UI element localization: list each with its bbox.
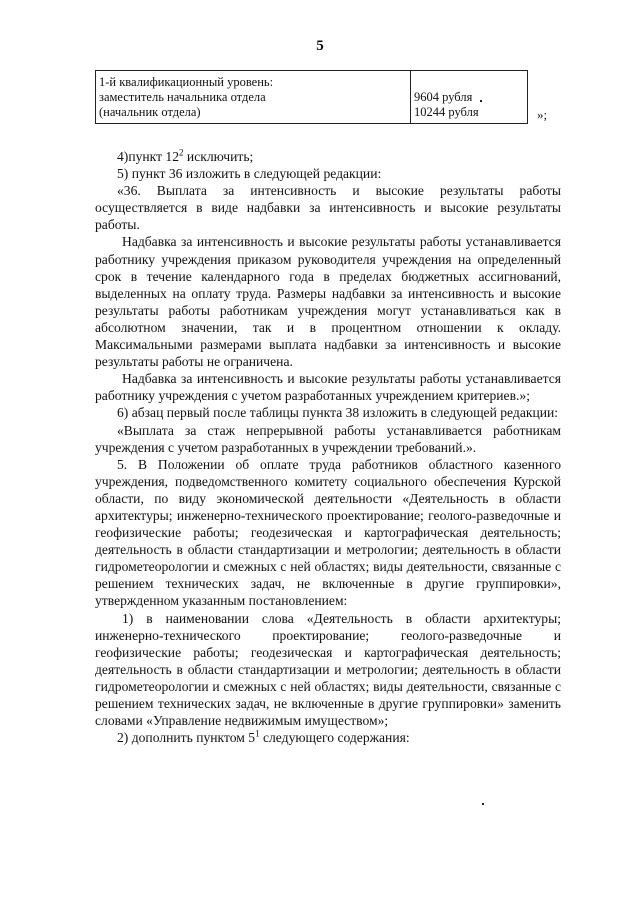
paragraph-sub-2 <box>95 729 561 746</box>
sub-2-superscript: 1 <box>255 728 260 739</box>
paragraph-clause-36: «36. Выплата за интенсивность и высокие результаты работы осуществляется в виде надбавки за интенсивность и высокие результаты работы. <box>95 183 561 233</box>
amount-line: 9604 рубля <box>414 90 473 104</box>
sub-2-text-end: следующего содержания: <box>259 730 410 746</box>
paragraph-bonus-1: Надбавка за интенсивность и высокие результаты работы устанавливается работнику учреждения приказом руководителя учреждения на определенный срок в течение календарного года в пределах бюджетных ассигнований, выделенных на оплату труда. Размеры надбавки за интенсивность и высокие результаты работы работникам учреждения могут устанавливаться как в абсолютном значении, так и в процентном отношении к окладу. Максимальными размерами выплата надбавки за интенсивность и высокие результаты работы не ограничена. <box>95 234 561 370</box>
table-row <box>96 71 528 124</box>
amount-cell <box>411 71 528 124</box>
paragraph-section-5: 5. В Положении об оплате труда работников областного казенного учреждения, подведомственного комитету социального обеспечения Курской области, по виду экономической деятельности «Деятельность в области архитектуры; инженерно-технического проектирование; геолого-разведочные и геофизические работы; геодезическая и картографическая деятельность; деятельность в области стандартизации и метрологии; деятельность в области гидрометеорологии и смежных с ней областях; виды деятельности, связанные с решением технических задач, не включенные в другие группировки», утвержденном указанным постановлением: <box>95 456 561 609</box>
point-4-text: 4)пункт 12 <box>117 149 180 164</box>
body-text <box>95 148 561 746</box>
paragraph-point-5: 5) пункт 36 изложить в следующей редакции: <box>117 166 382 182</box>
point-4-text-end: исключить; <box>183 149 254 164</box>
position-line: 1-й квалификационный уровень: <box>99 75 274 89</box>
page-number: 5 <box>316 38 324 54</box>
point-4-superscript: 2 <box>179 147 184 158</box>
paragraph-point-6: 6) абзац первый после таблицы пункта 38 изложить в следующей редакции: <box>117 405 559 421</box>
position-cell <box>96 71 411 124</box>
amount-line: 10244 рубля <box>414 105 479 119</box>
position-line: (начальник отдела) <box>99 105 201 119</box>
scan-speck <box>482 803 484 805</box>
scan-speck <box>480 100 482 102</box>
paragraph-bonus-2: Надбавка за интенсивность и высокие результаты работы устанавливается работнику учреждения с учетом разработанных учреждением критериев.»; <box>95 371 561 404</box>
position-line: заместитель начальника отдела <box>99 90 266 104</box>
paragraph-point-4 <box>95 148 561 165</box>
paragraph-sub-1: 1) в наименовании слова «Деятельность в области архитектуры; инженерно-технического проектирование; геолого-разведочные и геофизические работы; геодезическая и картографическая деятельность; деятельность в области стандартизации и метрологии; деятельность в области гидрометеорологии и смежных с ней областях; виды деятельности, связанные с решением технических задач, не включенные в другие группировки» заменить словами «Управление недвижимым имуществом»; <box>95 610 561 729</box>
sub-2-text: 2) дополнить пунктом 5 <box>117 730 256 746</box>
salary-table <box>95 70 528 124</box>
paragraph-quote: «Выплата за стаж непрерывной работы устанавливается работникам учреждения с учетом разработанных в учреждении требований.». <box>95 422 561 455</box>
table-closing-quote: »; <box>537 107 548 122</box>
